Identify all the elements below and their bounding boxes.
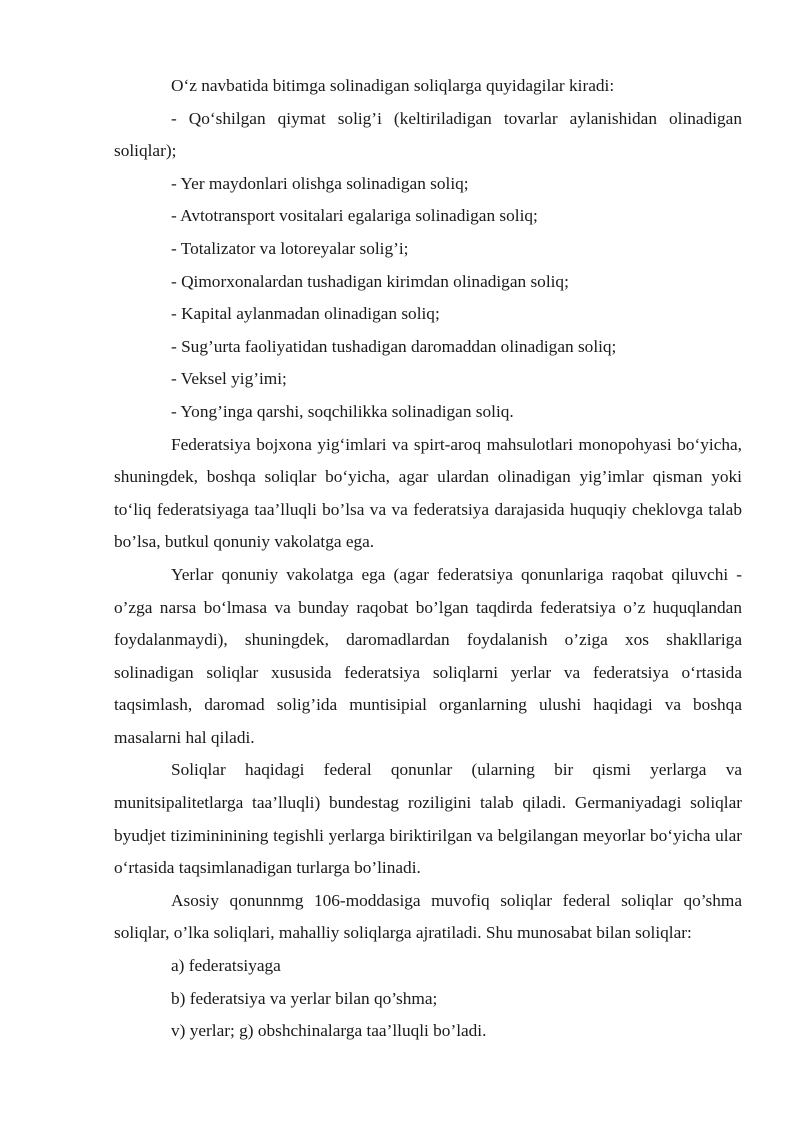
paragraph-article-106: Asosiy qonunnmg 106-moddasiga muvofiq soliqlar federal soliqlar qo’shma soliqlar, o’lka soliqlari, mahalliy soliqlarga ajratiladi. Shu munosabat bilan soliqlar: <box>114 890 742 943</box>
list-item-insurance-tax: - Sug’urta faoliyatidan tushadigan daromaddan olinadigan soliq; <box>171 336 617 356</box>
list-item-capital-tax: - Kapital aylanmadan olinadigan soliq; <box>171 304 440 324</box>
list-item-bill-fee: - Veksel yig’imi; <box>171 369 287 389</box>
list-item-b: b) federatsiya va yerlar bilan qo’shma; <box>171 988 438 1008</box>
paragraph-federation-customs: Federatsiya bojxona yig‘imlari va spirt-aroq mahsulotlari monopohyasi bo‘yicha, shuningdek, boshqa soliqlar bo‘yicha, agar ulardan olinadigan yig’imlar qisman yoki to‘liq federatsiyaga taa’lluqli bo’lsa va va federatsiya darajasida huquqiy cheklovga talab bo’lsa, butkul qonuniy vakolatga ega. <box>114 434 742 552</box>
list-item-vehicle-tax: - Avtotransport vositalari egalariga solinadigan soliq; <box>171 206 538 226</box>
document-page <box>114 70 742 1048</box>
list-item-vat: - Qo‘shilgan qiymat solig’i (keltiriladigan tovarlar aylanishidan olinadigan soliqlar); <box>114 108 742 161</box>
list-item-land-tax: - Yer maydonlari olishga solinadigan soliq; <box>171 173 469 193</box>
list-item-fire-tax: - Yong’inga qarshi, soqchilikka solinadigan soliq. <box>171 401 514 421</box>
list-item-lottery-tax: - Totalizator va lotoreyalar solig’i; <box>171 238 409 258</box>
intro-paragraph: O‘z navbatida bitimga solinadigan soliqlarga quyidagilar kiradi: <box>171 76 615 95</box>
paragraph-lands-authority: Yerlar qonuniy vakolatga ega (agar federatsiya qonunlariga raqobat qiluvchi - o’zga narsa bo‘lmasa va bunday raqobat bo’lgan taqdirda federatsiya o’z huquqlandan foydalanmaydi), shuningdek, daromadlardan foydalanish o’ziga xos shakllariga solinadigan soliqlar xususida federatsiya soliqlarni yerlar va federatsiya o‘rtasida taqsimlash, daromad solig’ida muntisipial organlarning ulushi haqidagi va boshqa masalarni hal qiladi. <box>114 564 742 747</box>
list-item-casino-tax: - Qimorxonalardan tushadigan kirimdan olinadigan soliq; <box>171 271 569 291</box>
paragraph-federal-laws: Soliqlar haqidagi federal qonunlar (ularning bir qismi yerlarga va munitsipalitetlarga taa’lluqli) bundestag roziligini talab qiladi. Germaniyadagi soliqlar byudjet tizimininining tegishli yerlarga biriktirilgan va belgilangan meyorlar bo‘yicha ular o‘rtasida taqsimlanadigan turlarga bo’linadi. <box>114 760 742 878</box>
list-item-v-g: v) yerlar; g) obshchinalarga taa’lluqli bo’ladi. <box>171 1021 487 1041</box>
list-item-a: a) federatsiyaga <box>171 956 281 976</box>
